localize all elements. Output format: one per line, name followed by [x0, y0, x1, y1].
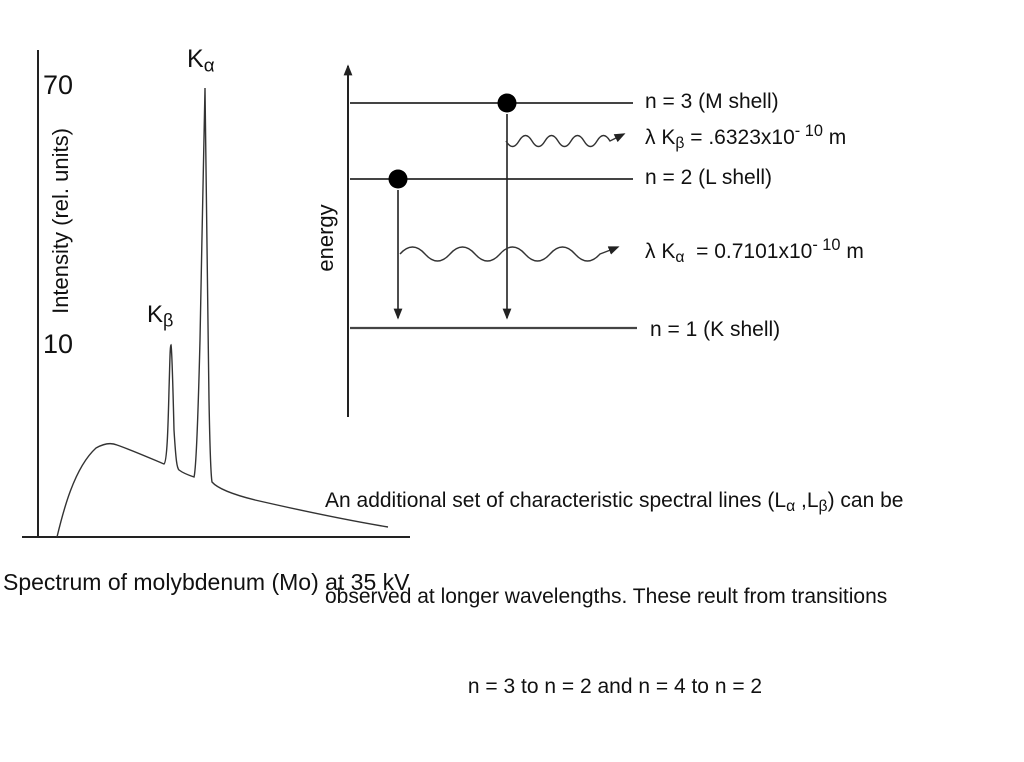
note-line-1-a: An additional set of characteristic spectral lines (L [325, 489, 787, 512]
kb-peak-label-base: K [147, 301, 164, 328]
photon-ka-subscript: α [675, 249, 685, 267]
note-line-1 [325, 486, 1017, 522]
kb-peak-label [147, 301, 173, 331]
photon-kb-value: = .6323x10 [684, 126, 795, 150]
note-line-1-c: ) can be [827, 489, 904, 512]
level-n3-label: n = 3 (M shell) [645, 90, 779, 113]
photon-ka-prefix: λ K [645, 240, 676, 264]
photon-kb-label [645, 122, 846, 153]
photon-kb-unit: m [822, 126, 847, 150]
photon-kb-exponent: - 10 [794, 122, 823, 140]
photon-ka-value: = 0.7101x10 [684, 240, 813, 264]
ka-peak-label-base: K [187, 45, 204, 73]
note-l-beta-sub: β [818, 497, 828, 515]
photon-ka-unit: m [840, 240, 864, 264]
ytick-70: 70 [43, 70, 74, 100]
energy-axis-label: energy [313, 204, 338, 272]
photon-kb-subscript: β [675, 135, 685, 153]
photon-wave-kb [506, 134, 624, 147]
electron-dot-n3 [498, 94, 517, 113]
ka-peak-label-sub: α [203, 54, 215, 76]
y-axis-label: Intensity (rel. units) [48, 128, 73, 314]
photon-kb-prefix: λ K [645, 126, 676, 150]
level-n2-label: n = 2 (L shell) [645, 166, 773, 189]
note-line-3: n = 3 to n = 2 and n = 4 to n = 2 [467, 674, 763, 698]
photon-ka-label [645, 236, 864, 267]
photon-wave-ka [400, 247, 618, 261]
ytick-10: 10 [43, 329, 74, 359]
ka-peak-label [187, 45, 215, 76]
electron-dot-n2 [389, 170, 408, 189]
note-paragraph [325, 426, 1017, 762]
note-l-alpha-sub: α [786, 497, 796, 515]
photon-ka-exponent: - 10 [812, 236, 841, 254]
level-n1-label: n = 1 (K shell) [650, 318, 781, 341]
note-line-1-b: ,L [795, 489, 819, 512]
kb-peak-label-sub: β [163, 310, 174, 331]
note-line-2: observed at longer wavelengths. These reult from transitions [325, 584, 888, 608]
figure-caption: Spectrum of molybdenum (Mo) at 35 kV [3, 569, 410, 595]
